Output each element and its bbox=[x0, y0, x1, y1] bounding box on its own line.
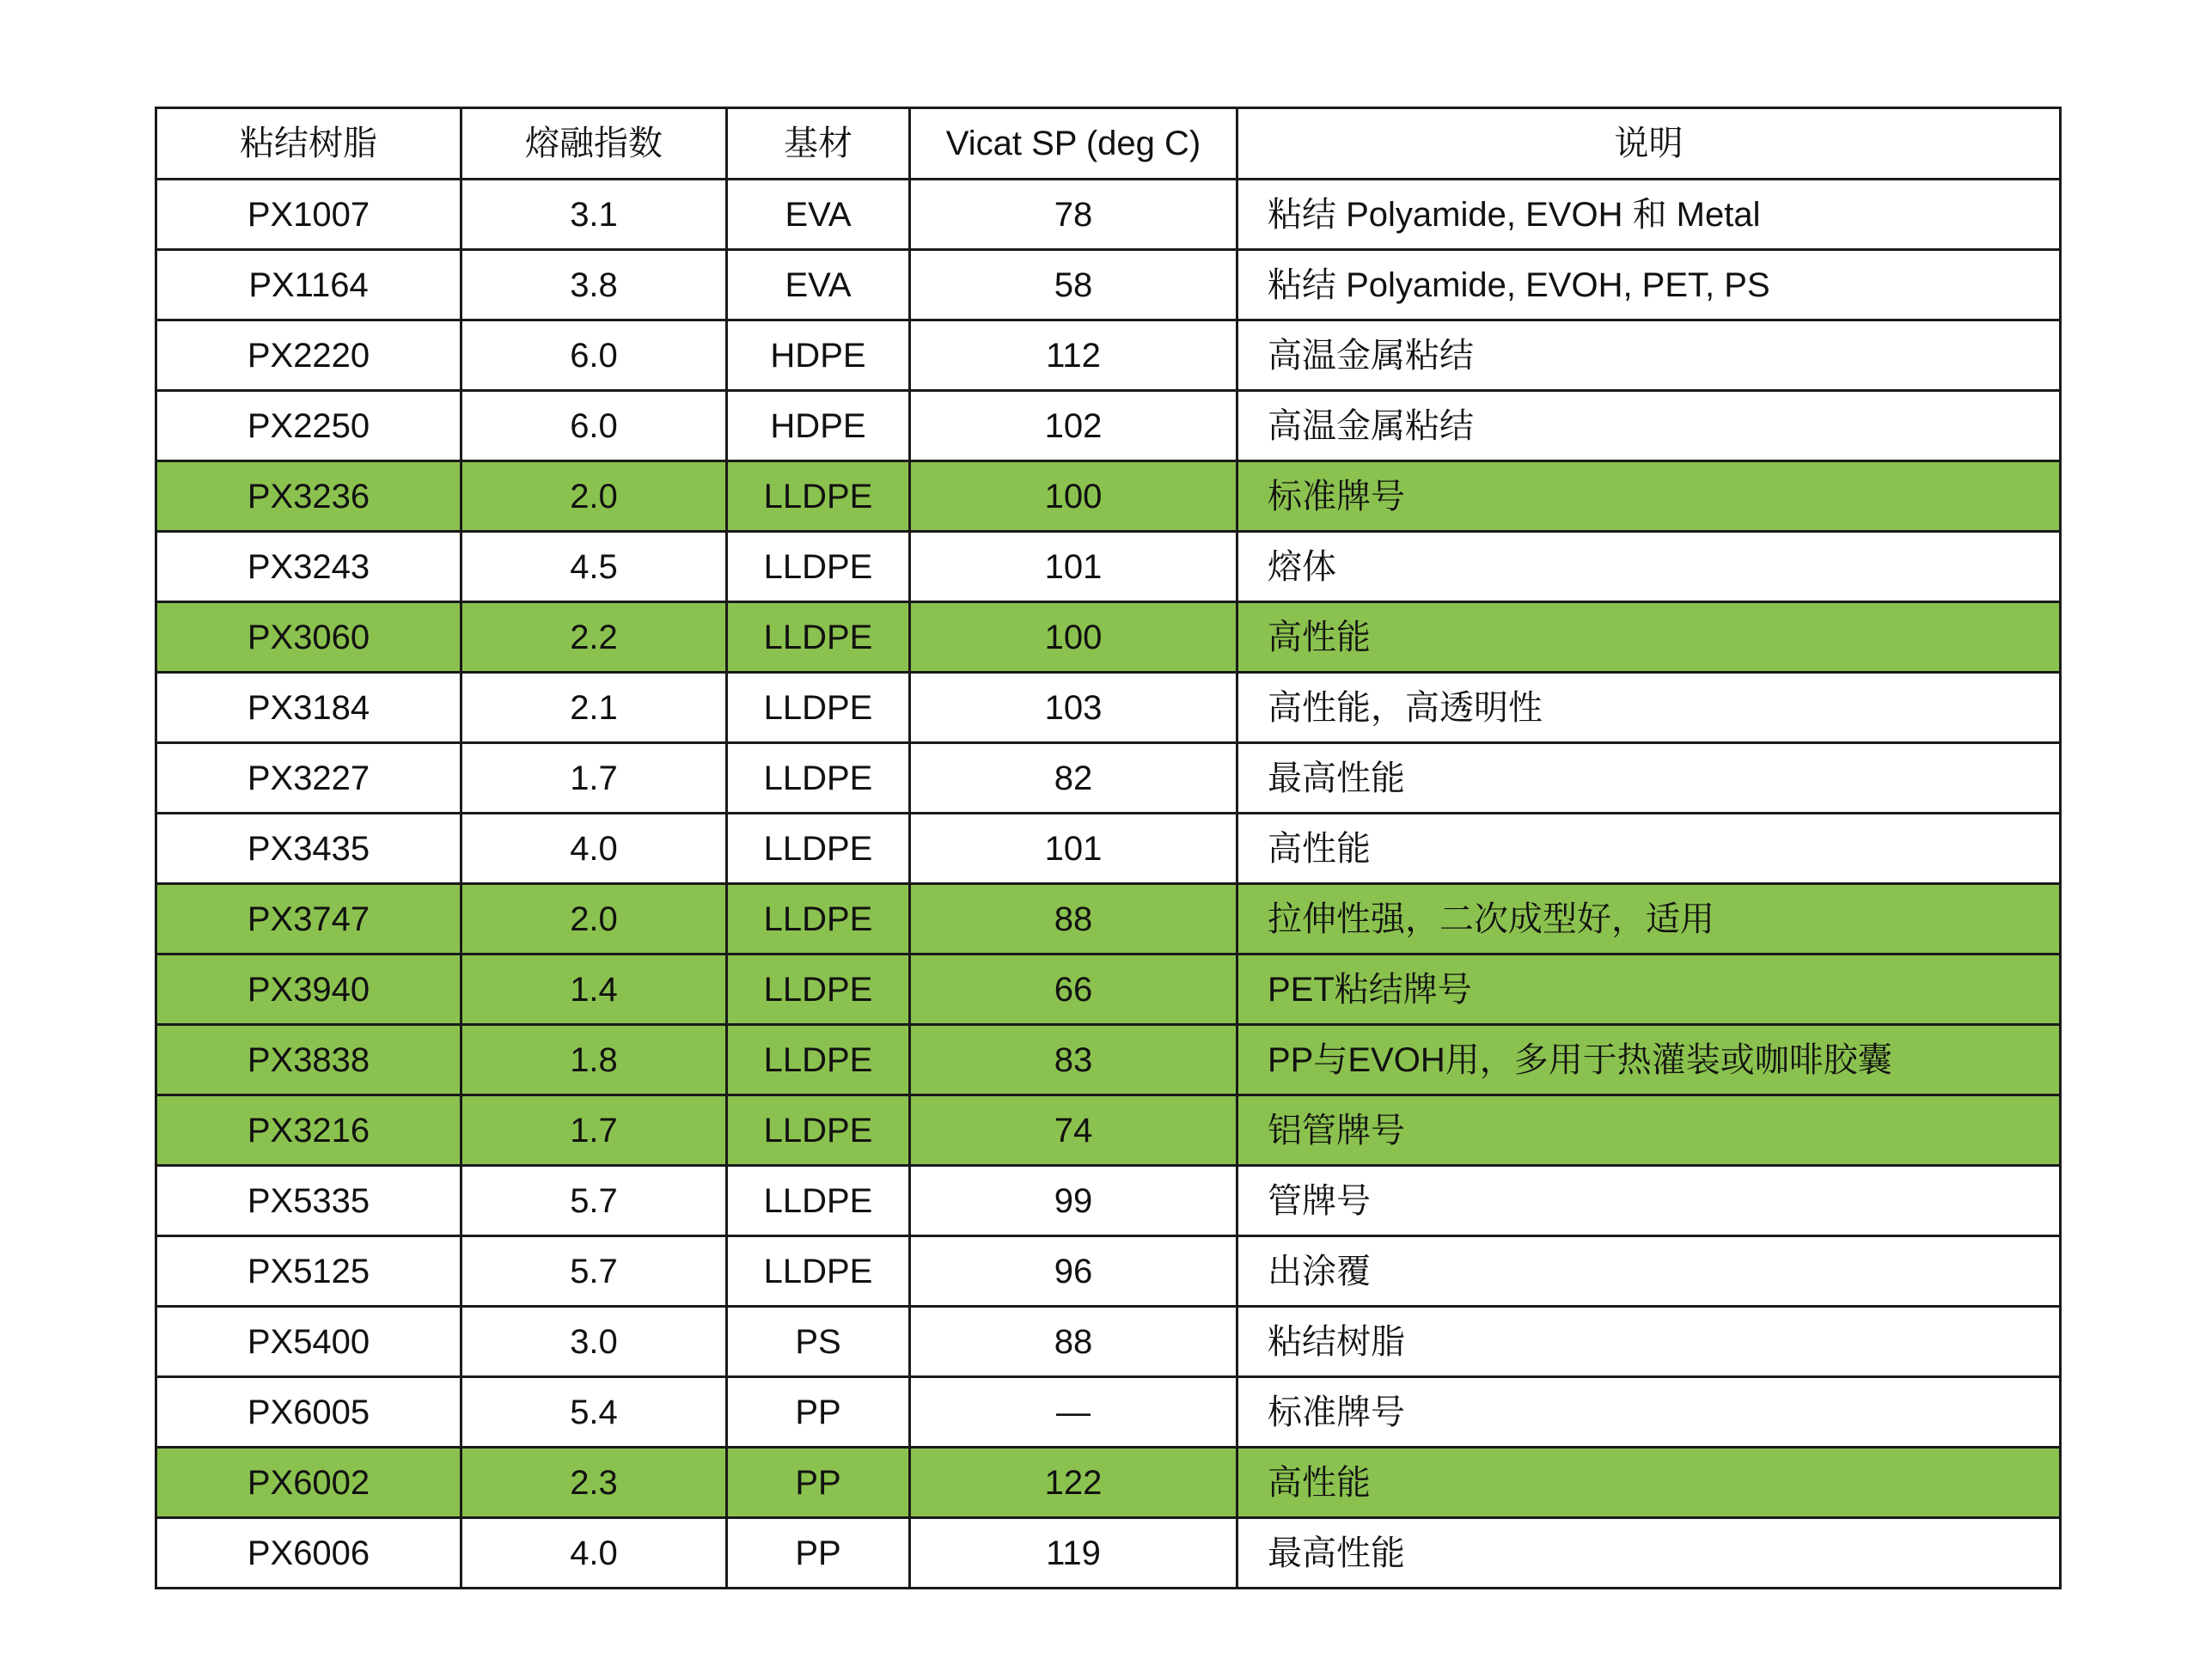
cell-base-material: LLDPE bbox=[727, 673, 910, 743]
cell-melt-index: 2.0 bbox=[461, 461, 727, 532]
cell-description: 高性能 bbox=[1237, 814, 2061, 884]
cell-vicat: 100 bbox=[910, 461, 1237, 532]
cell-base-material: PS bbox=[727, 1307, 910, 1377]
cell-melt-index: 1.7 bbox=[461, 743, 727, 814]
header-melt-index: 熔融指数 bbox=[461, 108, 727, 180]
cell-base-material: LLDPE bbox=[727, 1236, 910, 1307]
table-row bbox=[156, 1307, 2061, 1377]
cell-melt-index: 5.7 bbox=[461, 1166, 727, 1236]
cell-melt-index: 1.8 bbox=[461, 1025, 727, 1095]
cell-vicat: 100 bbox=[910, 602, 1237, 673]
table-row bbox=[156, 673, 2061, 743]
resin-spec-table bbox=[155, 107, 2062, 1589]
cell-resin: PX6006 bbox=[156, 1518, 461, 1589]
cell-base-material: LLDPE bbox=[727, 884, 910, 955]
cell-description: 高温金属粘结 bbox=[1237, 391, 2061, 461]
cell-vicat: 74 bbox=[910, 1095, 1237, 1166]
cell-description: 拉伸性强，二次成型好，适用 bbox=[1237, 884, 2061, 955]
table-row bbox=[156, 743, 2061, 814]
cell-description: PET粘结牌号 bbox=[1237, 955, 2061, 1025]
cell-melt-index: 6.0 bbox=[461, 320, 727, 391]
cell-base-material: LLDPE bbox=[727, 955, 910, 1025]
cell-vicat: 88 bbox=[910, 1307, 1237, 1377]
cell-resin: PX2220 bbox=[156, 320, 461, 391]
cell-base-material: LLDPE bbox=[727, 1166, 910, 1236]
table-row bbox=[156, 814, 2061, 884]
cell-melt-index: 4.5 bbox=[461, 532, 727, 602]
cell-melt-index: 5.4 bbox=[461, 1377, 727, 1448]
cell-description: 铝管牌号 bbox=[1237, 1095, 2061, 1166]
cell-base-material: LLDPE bbox=[727, 1025, 910, 1095]
cell-vicat: — bbox=[910, 1377, 1237, 1448]
cell-vicat: 66 bbox=[910, 955, 1237, 1025]
header-row bbox=[156, 108, 2061, 180]
cell-description: 粘结 Polyamide, EVOH, PET, PS bbox=[1237, 250, 2061, 320]
cell-base-material: LLDPE bbox=[727, 814, 910, 884]
cell-description: 高温金属粘结 bbox=[1237, 320, 2061, 391]
table-row bbox=[156, 180, 2061, 250]
header-vicat: Vicat SP (deg C) bbox=[910, 108, 1237, 180]
cell-resin: PX3747 bbox=[156, 884, 461, 955]
cell-vicat: 58 bbox=[910, 250, 1237, 320]
header-base-material: 基材 bbox=[727, 108, 910, 180]
cell-description: PP与EVOH用，多用于热灌装或咖啡胶囊 bbox=[1237, 1025, 2061, 1095]
cell-melt-index: 2.0 bbox=[461, 884, 727, 955]
cell-vicat: 122 bbox=[910, 1448, 1237, 1518]
cell-vicat: 78 bbox=[910, 180, 1237, 250]
cell-vicat: 101 bbox=[910, 814, 1237, 884]
cell-description: 熔体 bbox=[1237, 532, 2061, 602]
cell-resin: PX1164 bbox=[156, 250, 461, 320]
cell-vicat: 102 bbox=[910, 391, 1237, 461]
table-row bbox=[156, 1236, 2061, 1307]
cell-melt-index: 2.3 bbox=[461, 1448, 727, 1518]
cell-resin: PX2250 bbox=[156, 391, 461, 461]
cell-melt-index: 4.0 bbox=[461, 1518, 727, 1589]
cell-melt-index: 2.2 bbox=[461, 602, 727, 673]
cell-description: 最高性能 bbox=[1237, 743, 2061, 814]
cell-resin: PX1007 bbox=[156, 180, 461, 250]
cell-melt-index: 1.7 bbox=[461, 1095, 727, 1166]
cell-vicat: 119 bbox=[910, 1518, 1237, 1589]
table-row bbox=[156, 884, 2061, 955]
cell-description: 粘结树脂 bbox=[1237, 1307, 2061, 1377]
table-row bbox=[156, 1166, 2061, 1236]
cell-melt-index: 4.0 bbox=[461, 814, 727, 884]
table-row bbox=[156, 532, 2061, 602]
cell-base-material: LLDPE bbox=[727, 743, 910, 814]
cell-vicat: 112 bbox=[910, 320, 1237, 391]
cell-resin: PX3184 bbox=[156, 673, 461, 743]
cell-vicat: 101 bbox=[910, 532, 1237, 602]
cell-melt-index: 1.4 bbox=[461, 955, 727, 1025]
cell-description: 最高性能 bbox=[1237, 1518, 2061, 1589]
cell-resin: PX3060 bbox=[156, 602, 461, 673]
cell-base-material: EVA bbox=[727, 250, 910, 320]
table-row bbox=[156, 1095, 2061, 1166]
cell-resin: PX5335 bbox=[156, 1166, 461, 1236]
cell-resin: PX3243 bbox=[156, 532, 461, 602]
cell-melt-index: 3.8 bbox=[461, 250, 727, 320]
cell-base-material: LLDPE bbox=[727, 532, 910, 602]
cell-melt-index: 6.0 bbox=[461, 391, 727, 461]
cell-melt-index: 3.1 bbox=[461, 180, 727, 250]
cell-vicat: 88 bbox=[910, 884, 1237, 955]
cell-description: 高性能 bbox=[1237, 602, 2061, 673]
cell-vicat: 96 bbox=[910, 1236, 1237, 1307]
cell-base-material: PP bbox=[727, 1518, 910, 1589]
cell-base-material: LLDPE bbox=[727, 602, 910, 673]
cell-vicat: 103 bbox=[910, 673, 1237, 743]
cell-description: 标准牌号 bbox=[1237, 1377, 2061, 1448]
cell-resin: PX3227 bbox=[156, 743, 461, 814]
cell-melt-index: 5.7 bbox=[461, 1236, 727, 1307]
cell-resin: PX6002 bbox=[156, 1448, 461, 1518]
cell-resin: PX3435 bbox=[156, 814, 461, 884]
cell-base-material: PP bbox=[727, 1377, 910, 1448]
cell-description: 标准牌号 bbox=[1237, 461, 2061, 532]
cell-melt-index: 2.1 bbox=[461, 673, 727, 743]
cell-description: 高性能 bbox=[1237, 1448, 2061, 1518]
cell-melt-index: 3.0 bbox=[461, 1307, 727, 1377]
cell-resin: PX5400 bbox=[156, 1307, 461, 1377]
header-description: 说明 bbox=[1237, 108, 2061, 180]
cell-vicat: 99 bbox=[910, 1166, 1237, 1236]
cell-base-material: LLDPE bbox=[727, 1095, 910, 1166]
cell-description: 粘结 Polyamide, EVOH 和 Metal bbox=[1237, 180, 2061, 250]
cell-resin: PX6005 bbox=[156, 1377, 461, 1448]
table-row bbox=[156, 1377, 2061, 1448]
cell-description: 出涂覆 bbox=[1237, 1236, 2061, 1307]
table-header bbox=[156, 108, 2061, 180]
table-row bbox=[156, 1025, 2061, 1095]
table-row bbox=[156, 955, 2061, 1025]
cell-description: 高性能，高透明性 bbox=[1237, 673, 2061, 743]
table-row bbox=[156, 602, 2061, 673]
table-row bbox=[156, 250, 2061, 320]
table-body bbox=[156, 180, 2061, 1589]
table-row bbox=[156, 1448, 2061, 1518]
table-row bbox=[156, 320, 2061, 391]
cell-resin: PX5125 bbox=[156, 1236, 461, 1307]
table-row bbox=[156, 391, 2061, 461]
cell-base-material: EVA bbox=[727, 180, 910, 250]
header-resin: 粘结树脂 bbox=[156, 108, 461, 180]
cell-vicat: 82 bbox=[910, 743, 1237, 814]
cell-resin: PX3236 bbox=[156, 461, 461, 532]
cell-base-material: LLDPE bbox=[727, 461, 910, 532]
cell-resin: PX3216 bbox=[156, 1095, 461, 1166]
cell-base-material: HDPE bbox=[727, 391, 910, 461]
table-row bbox=[156, 461, 2061, 532]
cell-base-material: PP bbox=[727, 1448, 910, 1518]
cell-description: 管牌号 bbox=[1237, 1166, 2061, 1236]
cell-resin: PX3940 bbox=[156, 955, 461, 1025]
table-row bbox=[156, 1518, 2061, 1589]
cell-base-material: HDPE bbox=[727, 320, 910, 391]
cell-vicat: 83 bbox=[910, 1025, 1237, 1095]
cell-resin: PX3838 bbox=[156, 1025, 461, 1095]
